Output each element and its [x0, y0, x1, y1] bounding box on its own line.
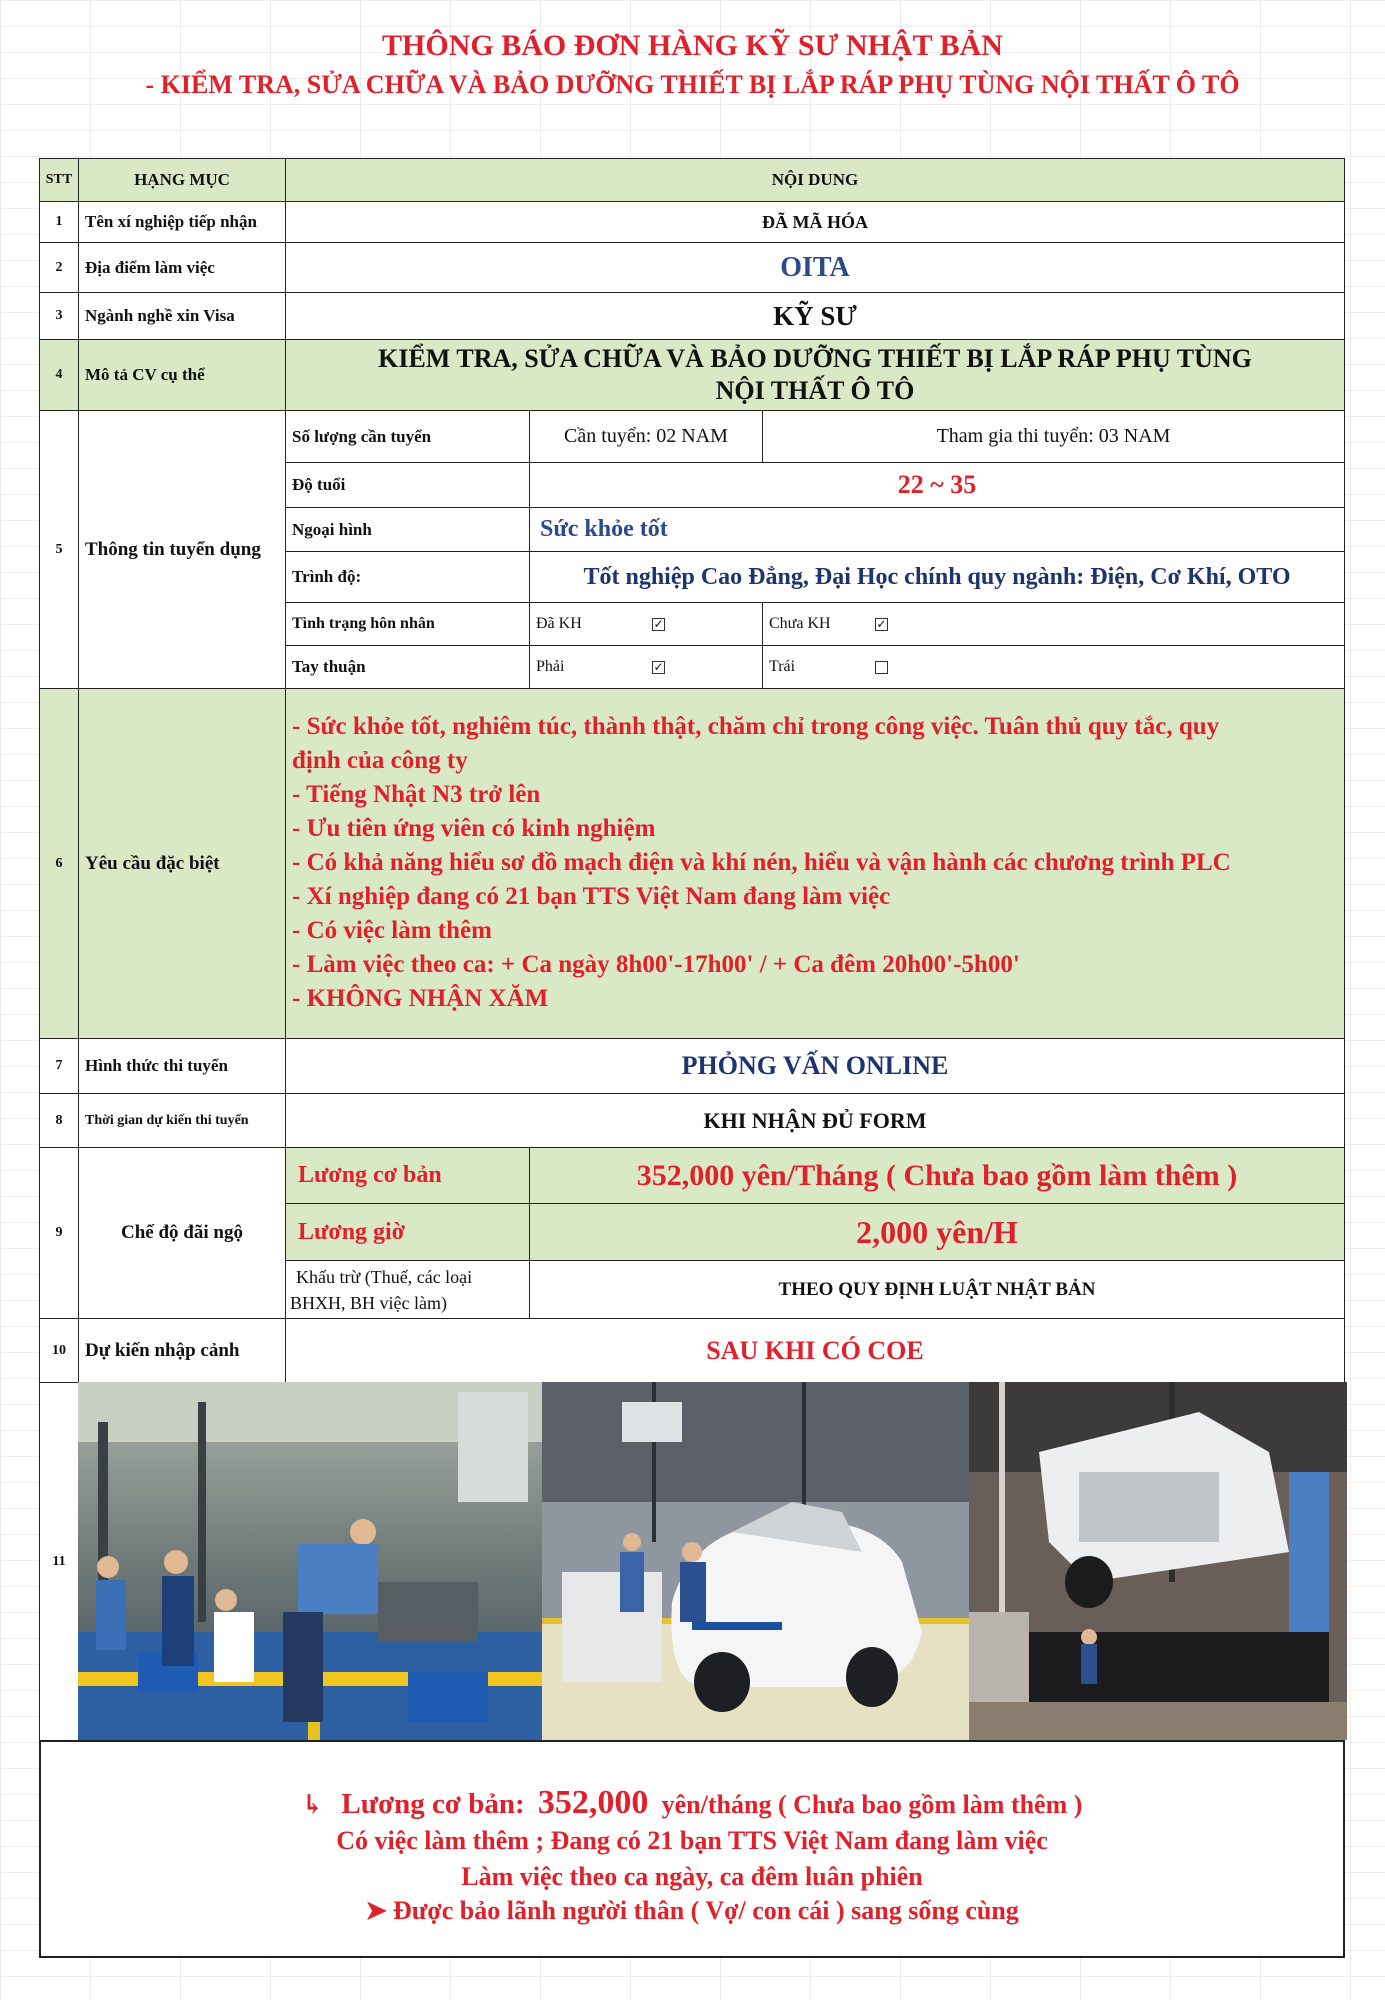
- hourly-wage-label: Lương giờ: [285, 1203, 530, 1261]
- row1-label: Tên xí nghiệp tiếp nhận: [78, 201, 286, 243]
- factory-photo-assembly-line: [78, 1382, 543, 1740]
- requirement-line: - Có khả năng hiểu sơ đồ mạch điện và khí nén, hiểu và vận hành các chương trình PLC: [292, 849, 1231, 876]
- quantity-hire-value: Cần tuyển: 02 NAM: [529, 410, 763, 463]
- job-description-line-1: KIỂM TRA, SỬA CHỮA VÀ BẢO DƯỠNG THIẾT BỊ LẮP RÁP PHỤ TÙNG: [378, 344, 1252, 373]
- row10-label: Dự kiến nhập cảnh: [78, 1318, 286, 1383]
- requirement-line: - Sức khỏe tốt, nghiêm túc, thành thật, chăm chỉ trong công việc. Tuân thủ quy tắc, quy: [292, 713, 1220, 740]
- deduction-label: [285, 1260, 530, 1319]
- summary-salary-suffix: yên/tháng ( Chưa bao gồm làm thêm ): [661, 1790, 1083, 1819]
- factory-photo-chassis-line-image: [969, 1382, 1347, 1740]
- hand-label: Tay thuận: [285, 645, 530, 689]
- summary-box: [39, 1740, 1345, 1958]
- row2-stt: 2: [39, 242, 79, 293]
- single-label: Chưa KH: [769, 615, 831, 632]
- arrow-icon: ↳: [301, 1790, 324, 1819]
- left-hand-checkbox[interactable]: [875, 661, 888, 674]
- row6-label: Yêu cầu đặc biệt: [78, 688, 286, 1039]
- row9-label: Chế độ đãi ngộ: [78, 1147, 286, 1319]
- header-stt: STT: [39, 158, 79, 202]
- row8-label: Thời gian dự kiến thi tuyển: [78, 1093, 286, 1148]
- requirement-line: định của công ty: [292, 747, 468, 774]
- row7-stt: 7: [39, 1038, 79, 1094]
- row1-stt: 1: [39, 201, 79, 243]
- summary-salary-amount: 352,000: [537, 1784, 649, 1821]
- factory-photo-car-assembly-image: [542, 1382, 970, 1740]
- factory-photo-assembly-line-image: [78, 1382, 543, 1740]
- entry-date-value: SAU KHI CÓ COE: [285, 1318, 1345, 1383]
- row8-stt: 8: [39, 1093, 79, 1148]
- row2-label: Địa điểm làm việc: [78, 242, 286, 293]
- exam-time-value: KHI NHẬN ĐỦ FORM: [285, 1093, 1345, 1148]
- hourly-wage-value: 2,000 yên/H: [529, 1203, 1345, 1261]
- summary-family-line: [41, 1896, 1343, 1926]
- requirement-line: - Làm việc theo ca: + Ca ngày 8h00'-17h00' / + Ca đêm 20h00'-5h00': [292, 951, 1020, 978]
- right-hand-checkbox[interactable]: ✓: [653, 659, 664, 674]
- summary-shift-line: Làm việc theo ca ngày, ca đêm luân phiên: [461, 1862, 923, 1891]
- single-checkbox[interactable]: ✓: [876, 616, 887, 631]
- row5-stt: 5: [39, 410, 79, 689]
- base-salary-value: 352,000 yên/Tháng ( Chưa bao gồm làm thêm ): [529, 1147, 1345, 1204]
- quantity-exam-value: Tham gia thi tuyển: 03 NAM: [762, 410, 1345, 463]
- job-description-value: [285, 339, 1345, 411]
- summary-overtime-line: Có việc làm thêm ; Đang có 21 bạn TTS Việt Nam đang làm việc: [336, 1826, 1048, 1855]
- job-description-line-2: NỘI THẤT Ô TÔ: [715, 376, 915, 405]
- appearance-value: Sức khỏe tốt: [529, 507, 1345, 552]
- row4-stt: 4: [39, 339, 79, 411]
- married-label: Đã KH: [536, 615, 582, 632]
- age-label: Độ tuổi: [285, 462, 530, 508]
- row7-label: Hình thức thi tuyển: [78, 1038, 286, 1094]
- summary-salary-prefix: Lương cơ bản:: [341, 1788, 525, 1820]
- requirement-line: - Ưu tiên ứng viên có kinh nghiệm: [292, 815, 656, 842]
- factory-photo-car-assembly: [542, 1382, 970, 1740]
- row11-stt: 11: [39, 1382, 79, 1741]
- marital-label: Tình trạng hôn nhân: [285, 602, 530, 646]
- deduction-value: THEO QUY ĐỊNH LUẬT NHẬT BẢN: [529, 1260, 1345, 1319]
- summary-family-text: Được bảo lãnh người thân ( Vợ/ con cái ) sang sống cùng: [392, 1896, 1019, 1925]
- requirement-line: - KHÔNG NHẬN XĂM: [292, 985, 549, 1012]
- header-content: NỘI DUNG: [285, 158, 1345, 202]
- factory-photo-chassis-line: [969, 1382, 1347, 1740]
- left-hand-label: Trái: [769, 658, 796, 675]
- row10-stt: 10: [39, 1318, 79, 1383]
- age-value: 22 ~ 35: [529, 462, 1345, 508]
- requirement-line: - Tiếng Nhật N3 trở lên: [292, 781, 541, 808]
- base-salary-label: Lương cơ bản: [285, 1147, 530, 1204]
- title-line-2: - KIỂM TRA, SỬA CHỮA VÀ BẢO DƯỠNG THIẾT BỊ LẮP RÁP PHỤ TÙNG NỘI THẤT Ô TÔ: [145, 70, 1240, 99]
- right-hand-option: [529, 645, 763, 689]
- work-location-value: OITA: [285, 242, 1345, 293]
- bullet-arrow-icon: ➤: [365, 1896, 387, 1925]
- left-hand-option: [762, 645, 1345, 689]
- married-option: [529, 602, 763, 646]
- requirement-line: - Có việc làm thêm: [292, 917, 492, 944]
- row4-label: Mô tả CV cụ thể: [78, 339, 286, 411]
- quantity-label: Số lượng cần tuyển: [285, 410, 530, 463]
- summary-salary-line: [41, 1784, 1343, 1822]
- requirement-line: - Xí nghiệp đang có 21 bạn TTS Việt Nam đang làm việc: [292, 883, 891, 910]
- right-hand-label: Phải: [536, 658, 565, 675]
- row5-label: Thông tin tuyển dụng: [78, 410, 286, 689]
- education-label: Trình độ:: [285, 551, 530, 603]
- company-name-value: ĐÃ MÃ HÓA: [285, 201, 1345, 243]
- married-checkbox[interactable]: ✓: [653, 616, 664, 631]
- appearance-label: Ngoại hình: [285, 507, 530, 552]
- row3-stt: 3: [39, 292, 79, 340]
- page-title: [0, 26, 1385, 104]
- education-value: Tốt nghiệp Cao Đẳng, Đại Học chính quy ngành: Điện, Cơ Khí, OTO: [529, 551, 1345, 603]
- header-category: HẠNG MỤC: [78, 158, 286, 202]
- deduction-label-line-1: Khấu trừ (Thuế, các loại: [296, 1266, 473, 1287]
- single-option: [762, 602, 1345, 646]
- row9-stt: 9: [39, 1147, 79, 1319]
- special-requirements-list: [292, 710, 1342, 1016]
- row6-stt: 6: [39, 688, 79, 1039]
- visa-type-value: KỸ SƯ: [285, 292, 1345, 340]
- deduction-label-line-2: BHXH, BH việc làm): [290, 1292, 447, 1313]
- row3-label: Ngành nghề xin Visa: [78, 292, 286, 340]
- exam-format-value: PHỎNG VẤN ONLINE: [285, 1038, 1345, 1094]
- title-line-1: THÔNG BÁO ĐƠN HÀNG KỸ SƯ NHẬT BẢN: [382, 29, 1003, 62]
